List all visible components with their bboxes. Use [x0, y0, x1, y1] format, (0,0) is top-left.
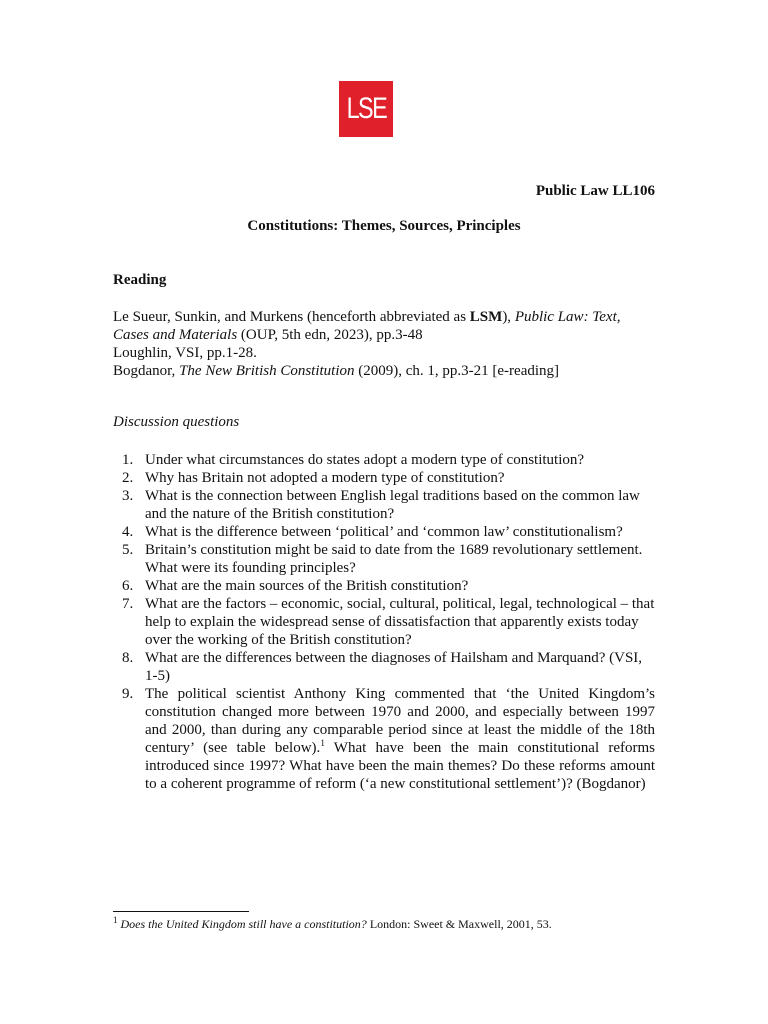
question-item [113, 541, 655, 577]
question-text: Under what circumstances do states adopt a modern type of constitution? [145, 452, 585, 468]
question-text: What is the difference between ‘political’ and ‘common law’ constitutionalism? [145, 524, 623, 540]
question-number: 3. [122, 488, 134, 504]
question-text: What is the connection between English legal traditions based on the common law and the nature of the British constitution? [145, 488, 640, 522]
question-item [113, 487, 655, 523]
reading-heading: Reading [113, 272, 167, 288]
footnote-divider [113, 911, 249, 912]
page-title: Constitutions: Themes, Sources, Principles [247, 218, 521, 234]
question-number: 2. [122, 470, 134, 486]
lse-logo [339, 81, 393, 137]
question-item [113, 595, 655, 649]
footnote-title: Does the United Kingdom still have a constitution? [120, 917, 367, 931]
question-number: 5. [122, 542, 134, 558]
question-item [113, 451, 655, 469]
question-number: 7. [122, 596, 134, 612]
discussion-heading: Discussion questions [113, 414, 240, 430]
question-number: 6. [122, 578, 134, 594]
question-item [113, 577, 655, 595]
book-title: The New British Constitution [179, 363, 355, 379]
book-title: Public Law: Text, Cases and Materials [113, 309, 621, 343]
question-text: What are the differences between the diagnoses of Hailsham and Marquand? (VSI, 1-5) [145, 650, 643, 684]
course-code: Public Law LL106 [535, 183, 655, 199]
question-item [113, 649, 655, 685]
question-text: Why has Britain not adopted a modern type of constitution? [145, 470, 505, 486]
question-text: The political scientist Anthony King commented that ‘the United Kingdom’s constitution changed more between 1970 and 2000, and especially between 1997 and 2000, than during any comparable period since at least the middle of the 18th century’ (see table below).$^1$ What have been the main constitutional reforms introduced since 1997? What have been the main themes? Do these reforms amount to a coherent programme of reform (‘a new constitutional settlement’)? (Bogdanor) [145, 686, 656, 792]
reading-entry-lsm: Le Sueur, Sunkin, and Murkens (henceforth abbreviated as LSM), Public Law: Text, Cases and Materials (OUP, 5th edn, 2023), pp.3-48 [113, 309, 621, 343]
question-text: What are the factors – economic, social, cultural, political, legal, technological – that help to explain the widespread sense of dissatisfaction that apparently exists today over the working of the British constitution? [145, 596, 655, 648]
question-text: Britain’s constitution might be said to date from the 1689 revolutionary settlement. What were its founding principles? [145, 542, 643, 576]
question-item [113, 523, 655, 541]
question-number: 8. [122, 650, 134, 666]
footnote-ref[interactable]: 1 [320, 738, 325, 748]
question-item [113, 469, 655, 487]
question-item [113, 685, 655, 793]
reading-list [113, 308, 653, 380]
footnote-mark: 1 [113, 915, 118, 925]
discussion-questions [113, 451, 655, 793]
question-number: 4. [122, 524, 134, 540]
reading-entry-bogdanor: Bogdanor, The New British Constitution (2009), ch. 1, pp.3-21 [e-reading] [113, 363, 560, 379]
footnote: $^1$ Does the United Kingdom still have a constitution? London: Sweet & Maxwell, 2001, 53. [113, 915, 552, 931]
lse-logo-text: LSE [346, 92, 386, 125]
reading-entry-loughlin: Loughlin, VSI, pp.1-28. [113, 345, 257, 361]
question-number: 1. [122, 452, 134, 468]
question-number: 9. [122, 686, 134, 702]
lsm-abbrev: LSM [469, 309, 503, 325]
question-text: What are the main sources of the British constitution? [145, 578, 469, 594]
